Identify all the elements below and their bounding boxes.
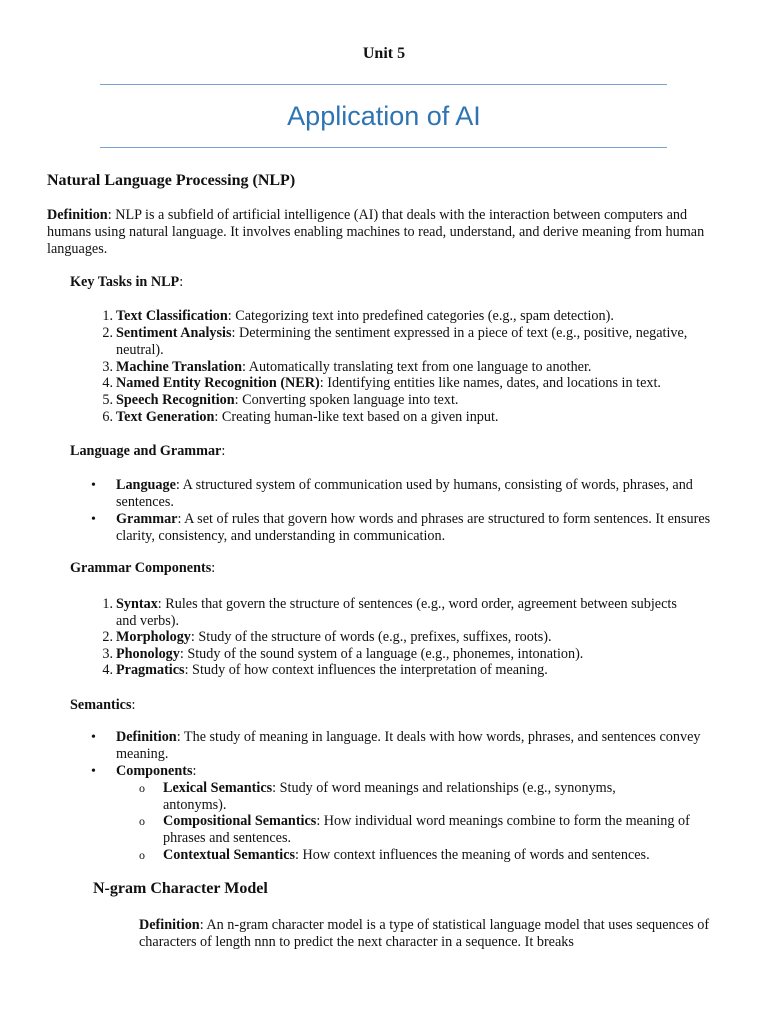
key-tasks-label: Key Tasks in NLP: [70, 274, 184, 290]
list-number: 6. [102, 409, 113, 425]
bullet-text: Components: [116, 763, 197, 779]
bullet-text: Definition: The study of meaning in language. It deals with how words, phrases, and sentences convey meaning. [116, 729, 701, 762]
ngram-definition-term: Definition [139, 917, 200, 933]
nlp-heading: Natural Language Processing (NLP) [47, 172, 296, 189]
list-text: Text Classification: Categorizing text into predefined categories (e.g., spam detection). [116, 308, 614, 324]
bullet-text: Grammar: A set of rules that govern how words and phrases are structured to form sentences. It ensures clarity, consistency, and understanding in communication. [116, 511, 711, 544]
list-text: Speech Recognition: Converting spoken language into text. [116, 392, 459, 408]
ngram-definition-text: : An n-gram character model is a type of statistical language model that uses sequences of characters of length nnn to predict the next character in a sequence. It breaks [139, 917, 710, 950]
list-number: 4. [102, 662, 113, 678]
semantics-label: Semantics: [70, 697, 136, 713]
list-text: Morphology: Study of the structure of words (e.g., prefixes, suffixes, roots). [116, 629, 552, 645]
sub-bullet-text: Contextual Semantics: How context influences the meaning of words and sentences. [163, 847, 650, 863]
ngram-definition [139, 917, 729, 951]
nlp-definition [47, 207, 727, 258]
list-number: 5. [102, 392, 113, 408]
list-text: Text Generation: Creating human-like text based on a given input. [116, 409, 499, 425]
bullet-icon: • [91, 478, 96, 493]
list-number: 3. [102, 646, 113, 662]
bottom-rule [100, 147, 667, 148]
list-text: Pragmatics: Study of how context influences the interpretation of meaning. [116, 662, 548, 678]
nlp-definition-text: : NLP is a subfield of artificial intelligence (AI) that deals with the interaction between computers and humans using natural language. It involves enabling machines to read, understand, and derive meaning from human languages. [47, 207, 705, 257]
grammar-components-label: Grammar Components: [70, 560, 216, 576]
circle-bullet-icon: o [139, 814, 145, 828]
bullet-icon: • [91, 512, 96, 527]
list-text: Machine Translation: Automatically translating text from one language to another. [116, 359, 592, 375]
ngram-heading: N-gram Character Model [93, 880, 268, 897]
sub-bullet-text: Compositional Semantics: How individual word meanings combine to form the meaning of phrases and sentences. [163, 813, 690, 846]
list-number: 4. [102, 375, 113, 391]
list-number: 2. [102, 325, 113, 341]
list-number: 1. [102, 596, 113, 612]
circle-bullet-icon: o [139, 848, 145, 862]
circle-bullet-icon: o [139, 781, 145, 795]
list-text: Named Entity Recognition (NER): Identifying entities like names, dates, and locations in text. [116, 375, 661, 391]
list-text: Sentiment Analysis: Determining the sentiment expressed in a piece of text (e.g., positive, negative, neutral). [116, 325, 688, 358]
list-text: Phonology: Study of the sound system of a language (e.g., phonemes, intonation). [116, 646, 584, 662]
bullet-icon: • [91, 730, 96, 745]
list-number: 1. [102, 308, 113, 324]
language-grammar-label: Language and Grammar: [70, 443, 226, 459]
bullet-icon: • [91, 764, 96, 779]
list-number: 3. [102, 359, 113, 375]
top-rule [100, 84, 667, 85]
page-title: Application of AI [287, 101, 481, 131]
list-number: 2. [102, 629, 113, 645]
list-text: Syntax: Rules that govern the structure of sentences (e.g., word order, agreement between subjects and verbs). [116, 596, 677, 629]
bullet-text: Language: A structured system of communication used by humans, consisting of words, phrases, and sentences. [116, 477, 693, 510]
sub-bullet-text: Lexical Semantics: Study of word meanings and relationships (e.g., synonyms, antonyms). [163, 780, 616, 813]
unit-label: Unit 5 [362, 45, 406, 62]
nlp-definition-term: Definition [47, 207, 108, 223]
